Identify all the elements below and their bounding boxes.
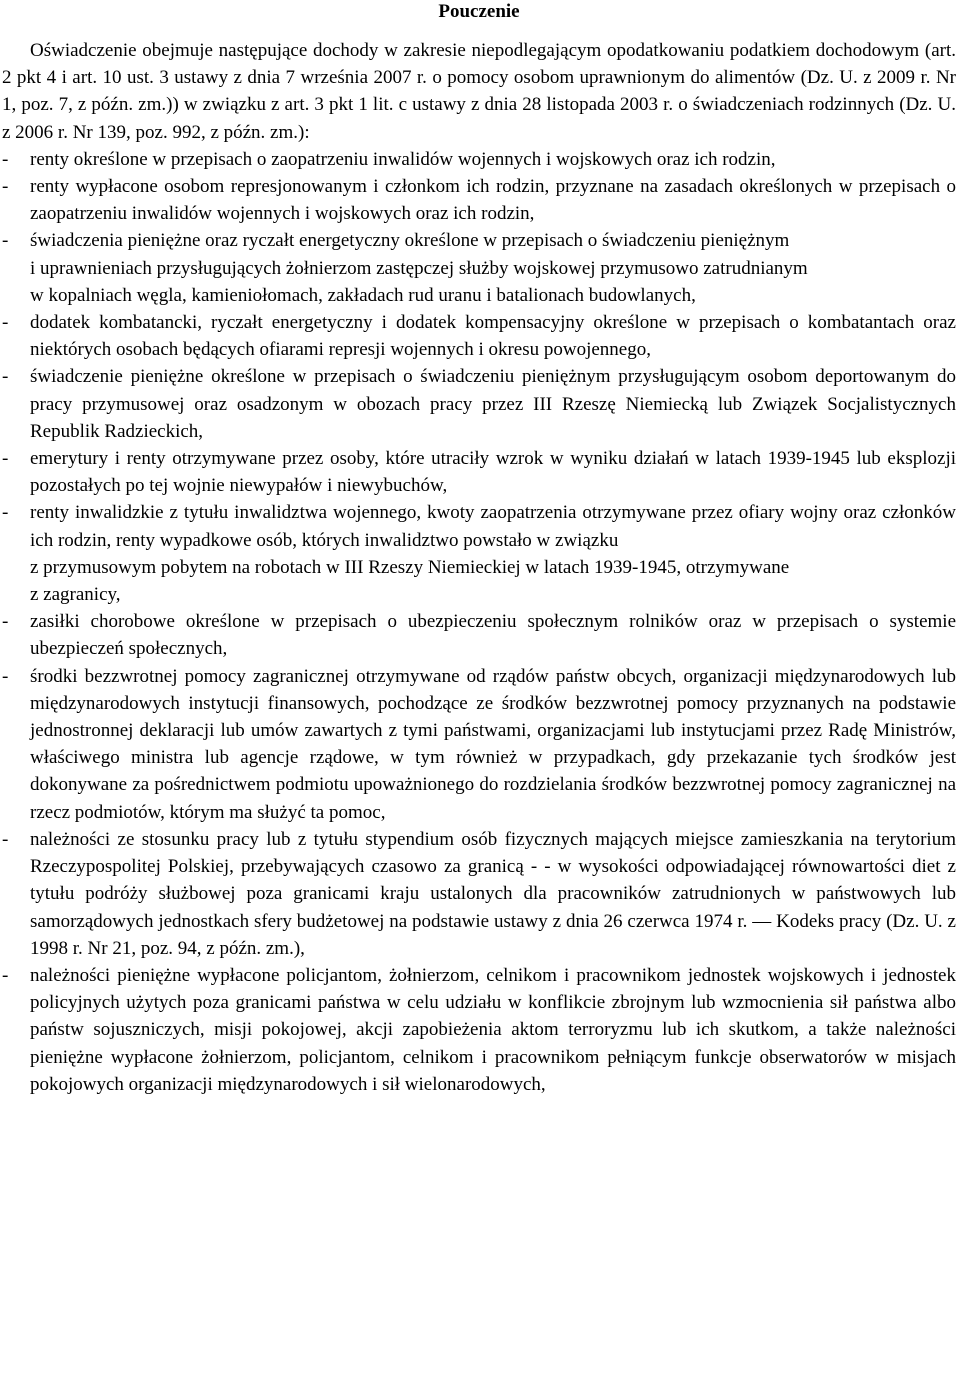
list-dash: - [2,148,9,170]
list-item [2,227,956,309]
list-item-text: z zagranicy, [30,584,121,606]
list-item [2,499,956,608]
list-item [2,663,956,826]
income-list [2,146,956,1098]
list-item-text: świadczenia pieniężne oraz ryczałt energetyczny określone w przepisach o świadczeniu pieniężnym [30,230,790,252]
list-item-text: świadczenie pieniężne określone w przepisach o świadczeniu pieniężnym przysługującym osobom deportowanym do pracy przymusowej oraz osadzonym w obozach pracy przez III Rzeszę Niemiecką lub Związek Socjalistycznych Republik Radzieckich, [30,366,956,442]
list-dash: - [2,828,9,850]
list-dash: - [2,230,9,252]
list-item [2,826,956,962]
list-dash: - [2,448,9,470]
list-item-text: należności ze stosunku pracy lub z tytułu stypendium osób fizycznych mających miejsce zamieszkania na terytorium Rzeczypospolitej Polskiej, przebywających czasowo za granicą - - w wysokości odpowiadającej równowartości diet z tytułu podróży służbowej poza granicami kraju ustalonych dla pracowników zatrudnionych w państwowych lub samorządowych jednostkach sfery budżetowej na podstawie ustawy z dnia 26 czerwca 1974 r. — Kodeks pracy (Dz. U. z 1998 r. Nr 21, poz. 94, z późn. zm.), [30,828,956,959]
list-item [2,962,956,1098]
list-item-text: renty inwalidzkie z tytułu inwalidztwa wojennego, kwoty zaopatrzenia otrzymywane przez ofiary wojny oraz członków ich rodzin, renty wypadkowe osób, których inwalidztwo powstało w związku [30,502,956,551]
list-item [2,608,956,662]
document-title: Pouczenie [438,1,520,22]
intro-paragraph: Oświadczenie obejmuje następujące dochody w zakresie niepodlegającym opodatkowaniu podatkiem dochodowym (art. 2 pkt 4 i art. 10 ust. 3 ustawy z dnia 7 września 2007 r. o pomocy osobom uprawnionym do alimentów (Dz. U. z 2009 r. Nr 1, poz. 7, z późn. zm.)) w związku z art. 3 pkt 1 lit. c ustawy z dnia 28 listopada 2003 r. o świadczeniach rodzinnych (Dz. U. z 2006 r. Nr 139, poz. 992, z późn. zm.): [2,40,956,143]
list-dash: - [2,502,9,524]
list-dash: - [2,366,9,388]
list-dash: - [2,665,9,687]
list-dash: - [2,176,9,198]
list-dash: - [2,312,9,334]
list-item-text: renty wypłacone osobom represjonowanym i członkom ich rodzin, przyznane na zasadach określonych w przepisach o zaopatrzeniu inwalidów wojennych i wojskowych oraz ich rodzin, [30,176,956,225]
list-dash: - [2,964,9,986]
list-item [2,173,956,227]
list-item [2,445,956,499]
list-item [2,146,956,173]
list-item-text: renty określone w przepisach o zaopatrzeniu inwalidów wojennych i wojskowych oraz ich rodzin, [30,148,776,170]
list-item [2,363,956,445]
list-item [2,309,956,363]
list-item-text: emerytury i renty otrzymywane przez osoby, które utraciły wzrok w wyniku działań w latach 1939-1945 lub eksplozji pozostałych po tej wojnie niewypałów i niewybuchów, [30,448,956,497]
list-item-text: środki bezzwrotnej pomocy zagranicznej otrzymywane od rządów państw obcych, organizacji międzynarodowych lub międzynarodowych instytucji finansowych, pochodzące ze środków bezzwrotnej pomocy przyznanych na podstawie jednostronnej deklaracji lub umów zawartych z tymi państwami, organizacjami lub instytucjami przez Radę Ministrów, właściwego ministra lub agencje rządowe, w tym również w przypadkach, gdy przekazanie tych środków jest dokonywane za pośrednictwem podmiotu upoważnionego do rozdzielania środków bezzwrotnej pomocy zagranicznej na rzecz podmiotów, którym ma służyć ta pomoc, [30,665,956,823]
list-item-text: zasiłki chorobowe określone w przepisach o ubezpieczeniu społecznym rolników oraz w przepisach o systemie ubezpieczeń społecznych, [30,611,956,660]
list-item-text: z przymusowym pobytem na robotach w III Rzeszy Niemieckiej w latach 1939-1945, otrzymywane [30,556,790,578]
list-item-text: dodatek kombatancki, ryczałt energetyczny i dodatek kompensacyjny określone w przepisach o kombatantach oraz niektórych osobach będących ofiarami represji wojennych i okresu powojennego, [30,312,956,361]
list-dash: - [2,611,9,633]
list-item-text: i uprawnieniach przysługujących żołnierzom zastępczej służby wojskowej przymusowo zatrudnianym [30,257,808,279]
list-item-text: w kopalniach węgla, kamieniołomach, zakładach rud uranu i batalionach budowlanych, [30,284,696,306]
list-item-text: należności pieniężne wypłacone policjantom, żołnierzom, celnikom i pracownikom jednostek wojskowych i jednostek policyjnych użytych poza granicami państwa w celu udziału w konflikcie zbrojnym lub wzmocnienia sił państwa albo państw sojuszniczych, misji pokojowej, akcji zapobieżenia aktom terroryzmu lub ich skutkom, a także należności pieniężne wypłacone żołnierzom, policjantom, celnikom i pracownikom pełniącym funkcje obserwatorów w misjach pokojowych organizacji międzynarodowych i sił wielonarodowych, [30,964,956,1095]
